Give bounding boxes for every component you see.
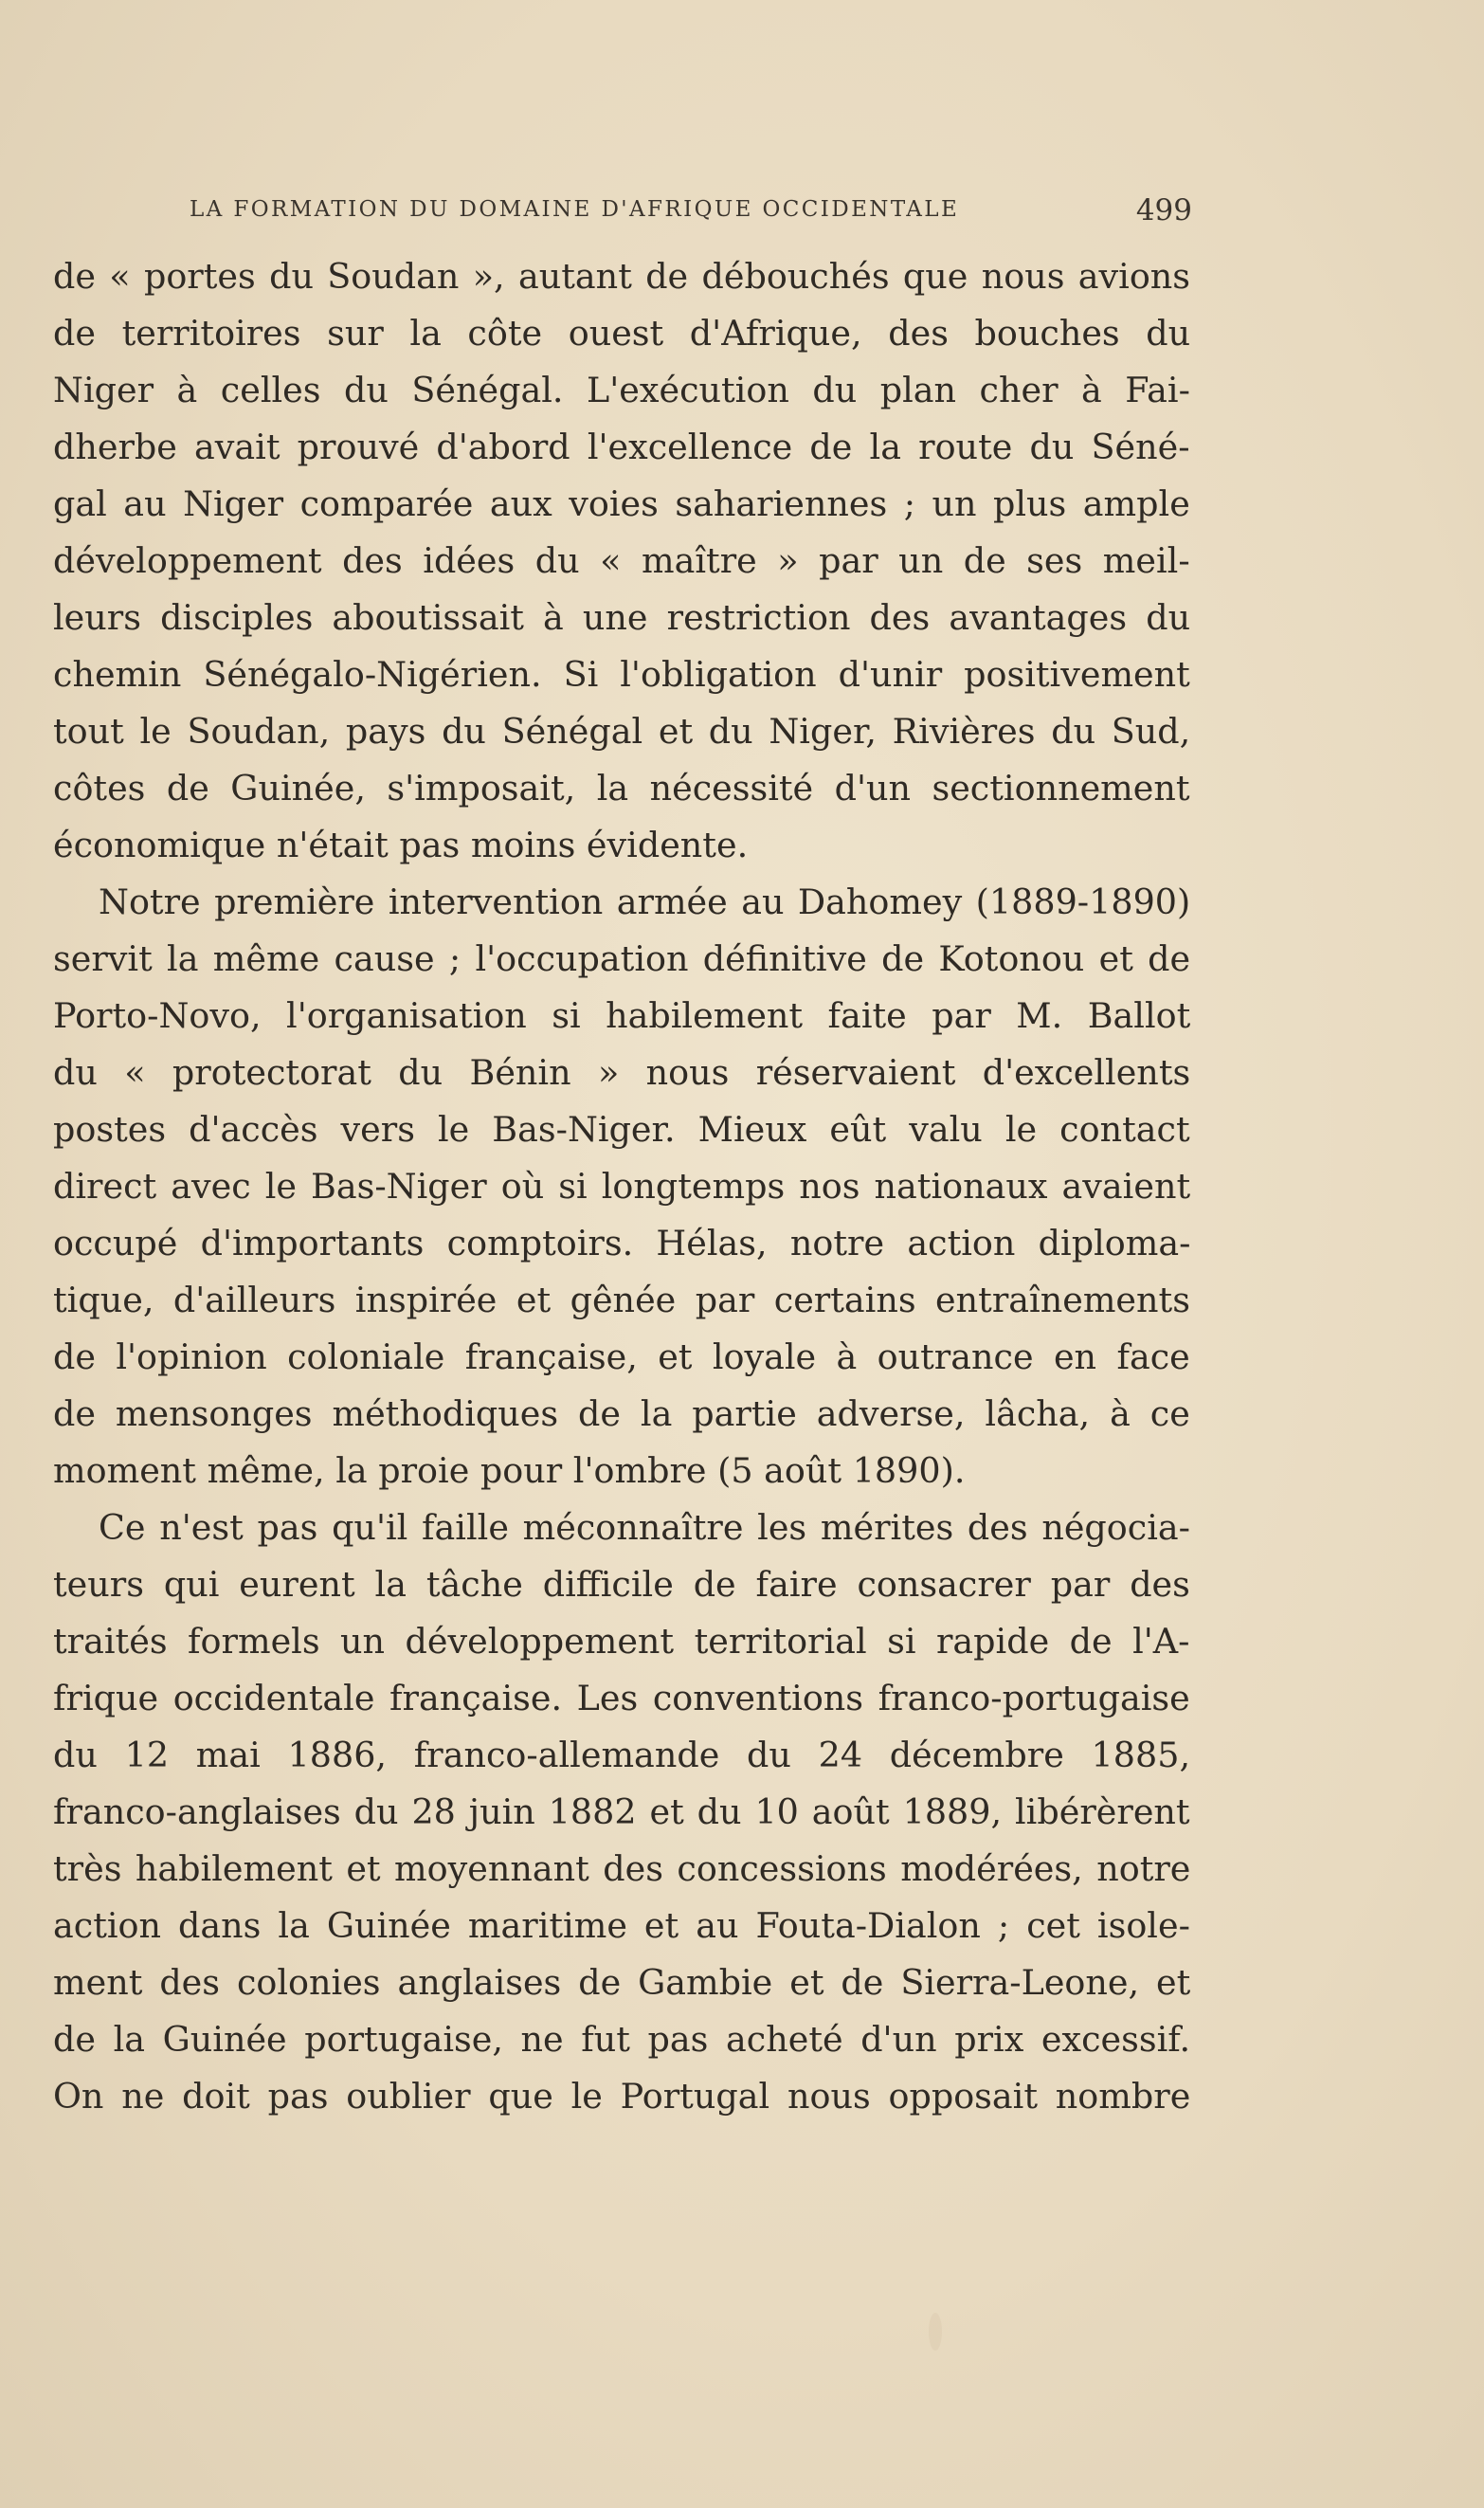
text-line: de la Guinée portugaise, ne fut pas acheté d'un prix excessif.	[53, 2019, 1191, 2060]
text-line: servit la même cause ; l'occupation définitive de Kotonou et de	[53, 938, 1191, 979]
body-text	[53, 248, 1190, 2144]
text-line: chemin Sénégalo-Nigérien. Si l'obligation d'unir positivement	[53, 654, 1190, 695]
text-line: tique, d'ailleurs inspirée et gênée par certains entraînements	[53, 1280, 1190, 1320]
text-line: gal au Niger comparée aux voies sahariennes ; un plus ample	[53, 483, 1190, 524]
text-line: On ne doit pas oublier que le Portugal nous opposait nombre	[53, 2076, 1191, 2117]
page-number: 499	[1135, 193, 1192, 227]
running-title: LA FORMATION DU DOMAINE D'AFRIQUE OCCIDENTALE	[190, 197, 960, 222]
text-line: action dans la Guinée maritime et au Fouta-Dialon ; cet isole-	[53, 1905, 1190, 1946]
text-line: dherbe avait prouvé d'abord l'excellence de la route du Séné-	[53, 427, 1190, 467]
text-line: développement des idées du « maître » par un de ses meil-	[53, 540, 1190, 581]
text-line: côtes de Guinée, s'imposait, la nécessité d'un sectionnement	[53, 768, 1190, 809]
text-line: du 12 mai 1886, franco-allemande du 24 décembre 1885,	[53, 1735, 1191, 1775]
text-line: Niger à celles du Sénégal. L'exécution du plan cher à Fai-	[53, 370, 1190, 410]
text-line: teurs qui eurent la tâche difficile de faire consacrer par des	[53, 1564, 1190, 1605]
text-line: du « protectorat du Bénin » nous réservaient d'excellents	[53, 1052, 1191, 1093]
text-line: postes d'accès vers le Bas-Niger. Mieux eût valu le contact	[53, 1109, 1190, 1150]
text-line: de « portes du Soudan », autant de débouchés que nous avions	[53, 256, 1191, 297]
text-line: Porto-Novo, l'organisation si habilement faite par M. Ballot	[53, 995, 1191, 1036]
text-line: franco-anglaises du 28 juin 1882 et du 10 août 1889, libérèrent	[53, 1791, 1190, 1832]
text-line: Ce n'est pas qu'il faille méconnaître les mérites des négocia-	[99, 1507, 1190, 1548]
text-line: traités formels un développement territorial si rapide de l'A-	[53, 1621, 1190, 1662]
text-line: de territoires sur la côte ouest d'Afrique, des bouches du	[53, 313, 1191, 354]
text-line: moment même, la proie pour l'ombre (5 août 1890).	[53, 1450, 966, 1491]
paper-stain	[929, 2313, 942, 2351]
text-line: économique n'était pas moins évidente.	[53, 825, 749, 865]
text-line: direct avec le Bas-Niger où si longtemps nos nationaux avaient	[53, 1166, 1191, 1207]
text-line: occupé d'importants comptoirs. Hélas, notre action diploma-	[53, 1223, 1191, 1263]
text-line: tout le Soudan, pays du Sénégal et du Niger, Rivières du Sud,	[53, 711, 1191, 752]
text-line: frique occidentale française. Les conventions franco-portugaise	[53, 1678, 1190, 1718]
page-header	[190, 193, 1192, 235]
text-line: leurs disciples aboutissait à une restriction des avantages du	[53, 597, 1191, 638]
text-line: Notre première intervention armée au Dahomey (1889-1890)	[99, 881, 1191, 922]
text-line: de l'opinion coloniale française, et loyale à outrance en face	[53, 1336, 1190, 1377]
text-line: ment des colonies anglaises de Gambie et de Sierra-Leone, et	[53, 1962, 1191, 2003]
text-line: très habilement et moyennant des concessions modérées, notre	[53, 1848, 1191, 1889]
text-line: de mensonges méthodiques de la partie adverse, lâcha, à ce	[53, 1393, 1190, 1434]
